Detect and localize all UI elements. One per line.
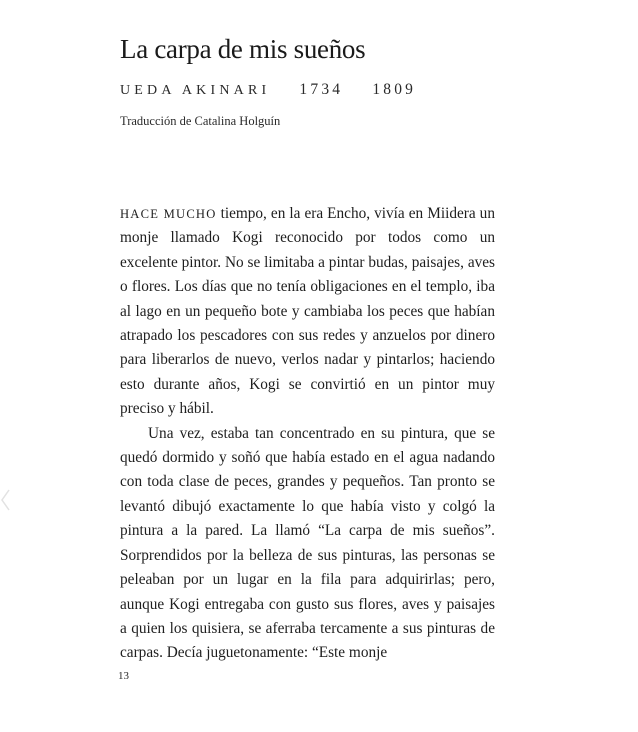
birth-year: 1734	[299, 81, 344, 98]
story-body	[120, 202, 495, 666]
translator-credit: Traducción de Catalina Holguín	[120, 114, 281, 128]
page-edge-chevron-icon	[0, 488, 10, 512]
death-year: 1809	[372, 81, 417, 98]
chapter-title: La carpa de mis sueños	[120, 34, 366, 64]
author-line	[120, 81, 416, 99]
paragraph-2: Una vez, estaba tan concentrado en su pintura, que se quedó dormido y soñó que había estado en el agua nadando con toda clase de peces, grandes y pequeños. Tan pronto se levantó dibujó exactamente lo que había visto y colgó la pintura a la pared. La llamó “La carpa de mis sueños”. Sorprendidos por la belleza de sus pinturas, las personas se peleaban por un lugar en la fila para adquirirlas; pero, aunque Kogi entregaba con gusto sus flores, aves y paisajes a quien los quisiera, se aferraba tercamente a sus pinturas de carpas. Decía juguetonamente: “Este monje	[120, 424, 495, 662]
paragraph-1-text: tiempo, en la era Encho, vivía en Miidera un monje llamado Kogi reconocido por todos como un excelente pintor. No se limitaba a pintar budas, paisajes, aves o flores. Los días que no tenía obligaciones en el templo, iba al lago en un pequeño bote y cambiaba los peces que habían atrapado los pescadores con sus redes y anzuelos por dinero para liberarlos de nuevo, verlos nadar y pintarlos; haciendo esto durante años, Kogi se convirtió en un pintor muy preciso y hábil.	[120, 205, 495, 418]
paragraph-1	[120, 202, 495, 422]
author-name: UEDA AKINARI	[120, 83, 271, 98]
lead-smallcaps: HACE MUCHO	[120, 207, 217, 221]
page-number: 13	[118, 670, 129, 682]
